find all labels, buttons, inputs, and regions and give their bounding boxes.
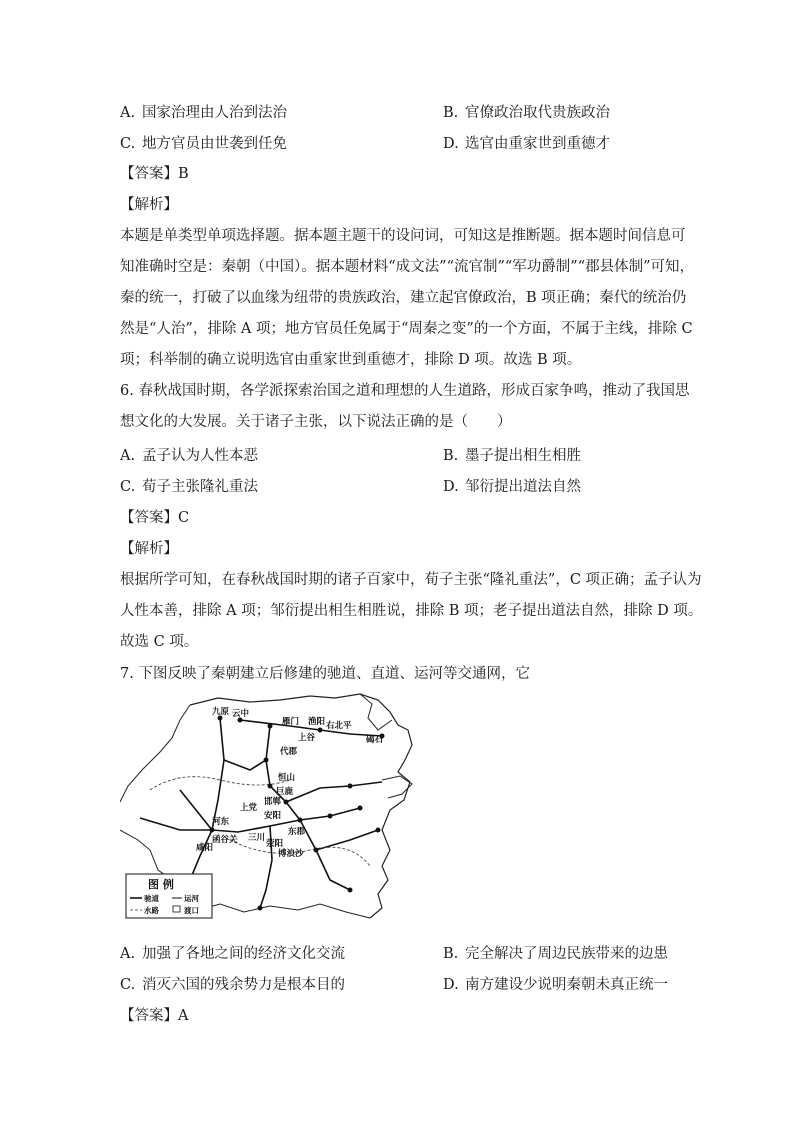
map-label-jieshi: 碣石 <box>366 735 384 745</box>
map-label-dongjun: 东郡 <box>288 827 306 837</box>
q5-option-c: C. 地方官员由世袭到任免 <box>120 136 287 152</box>
q6-analysis-line: 根据所学可知，在春秋战国时期的诸子百家中，荀子主张“隆礼重法”，C 项正确；孟子认为 <box>120 572 702 588</box>
legend-item-waterway: 水路 <box>144 906 159 915</box>
map-label-handan: 邯郸 <box>264 797 282 807</box>
map-label-hengshan: 恒山 <box>278 773 296 783</box>
q6-option-c: C. 荀子主张隆礼重法 <box>120 479 258 495</box>
q5-analysis-line: 知准确时空是：秦朝（中国）。据本题材料“成文法”“流官制”“军功爵制”“郡县体制”可知， <box>120 259 695 275</box>
map-label-anyang: 安阳 <box>264 811 282 821</box>
map-label-hedong: 河东 <box>212 817 230 827</box>
map-label-sanchuan: 三川 <box>248 833 266 843</box>
legend-item-canal: 运河 <box>184 894 199 903</box>
q5-analysis-line: 秦的统一，打破了以血缘为纽带的贵族政治，建立起官僚政治，B 项正确；秦代的统治仍 <box>120 290 687 306</box>
map-label-bolangsha: 博浪沙 <box>278 849 304 859</box>
legend-title: 图 例 <box>148 878 174 891</box>
q6-option-d: D. 邹衍提出道法自然 <box>443 479 581 495</box>
q5-option-a: A. 国家治理由人治到法治 <box>120 105 287 121</box>
q6-option-a: A. 孟子认为人性本恶 <box>120 448 258 464</box>
q7-option-b: B. 完全解决了周边民族带来的边患 <box>443 946 668 962</box>
map-label-xianyang: 咸阳 <box>196 843 214 853</box>
q5-analysis-line: 项；科举制的确立说明选官由重家世到重德才，排除 D 项。故选 B 项。 <box>120 352 582 368</box>
map-label-julu: 巨鹿 <box>276 787 294 797</box>
map-towns <box>184 716 385 911</box>
q6-option-b: B. 墨子提出相生相胜 <box>443 448 581 464</box>
q5-option-b: B. 官僚政治取代贵族政治 <box>443 105 610 121</box>
q6-analysis-line: 人性本善，排除 A 项；邹衍提出相生相胜说，排除 B 项；老子提出道法自然，排除 D 项。 <box>120 603 703 619</box>
q6-answer: 【答案】C <box>120 510 190 526</box>
q7-answer: 【答案】A <box>120 1008 189 1024</box>
map-label-shangdang: 上党 <box>240 803 258 813</box>
legend-item-road: 驰道 <box>144 894 159 903</box>
q6-stem-line: 想文化的大发展。关于诸子主张，以下说法正确的是（ ） <box>120 414 512 430</box>
q5-option-d: D. 选官由重家世到重德才 <box>443 136 610 152</box>
map-label-yuyang: 渔阳 <box>308 717 326 727</box>
q7-option-d: D. 南方建设少说明秦朝未真正统一 <box>443 977 668 993</box>
q6-stem-line: 6. 春秋战国时期，各学派探索治国之道和理想的人生道路，形成百家争鸣，推动了我国思 <box>120 383 690 399</box>
q5-answer: 【答案】B <box>120 166 189 182</box>
map-label-shanggu: 上谷 <box>298 733 316 743</box>
map-legend <box>126 874 212 918</box>
map-label-xingyang: 荥阳 <box>266 839 284 849</box>
q7-option-a: A. 加强了各地之间的经济文化交流 <box>120 946 345 962</box>
q5-analysis-line: 然是“人治”，排除 A 项；地方官员任免属于“周秦之变”的一个方面，不属于主线，排除 C <box>120 321 693 337</box>
q5-analysis-heading: 【解析】 <box>120 197 178 213</box>
map-label-hanguguan: 函谷关 <box>212 835 238 845</box>
q7-option-c: C. 消灭六国的残余势力是根本目的 <box>120 977 345 993</box>
map-label-youbeiping: 右北平 <box>326 721 352 731</box>
map-label-yanmen: 雁门 <box>282 717 300 727</box>
map-label-daijun: 代郡 <box>280 747 298 757</box>
qin-transport-map <box>120 690 415 922</box>
q6-analysis-heading: 【解析】 <box>120 541 178 557</box>
legend-item-ferry: 渡口 <box>184 906 199 915</box>
q5-analysis-line: 本题是单类型单项选择题。据本题主题干的设问词，可知这是推断题。据本题时间信息可 <box>120 228 686 244</box>
q7-stem: 7. 下图反映了秦朝建立后修建的驰道、直道、运河等交通网，它 <box>120 666 530 682</box>
q6-analysis-line: 故选 C 项。 <box>120 634 199 650</box>
map-label-jiuyuan: 九原 <box>212 707 230 717</box>
map-label-yunzhong: 云中 <box>232 709 250 719</box>
map-waterways <box>150 777 370 866</box>
